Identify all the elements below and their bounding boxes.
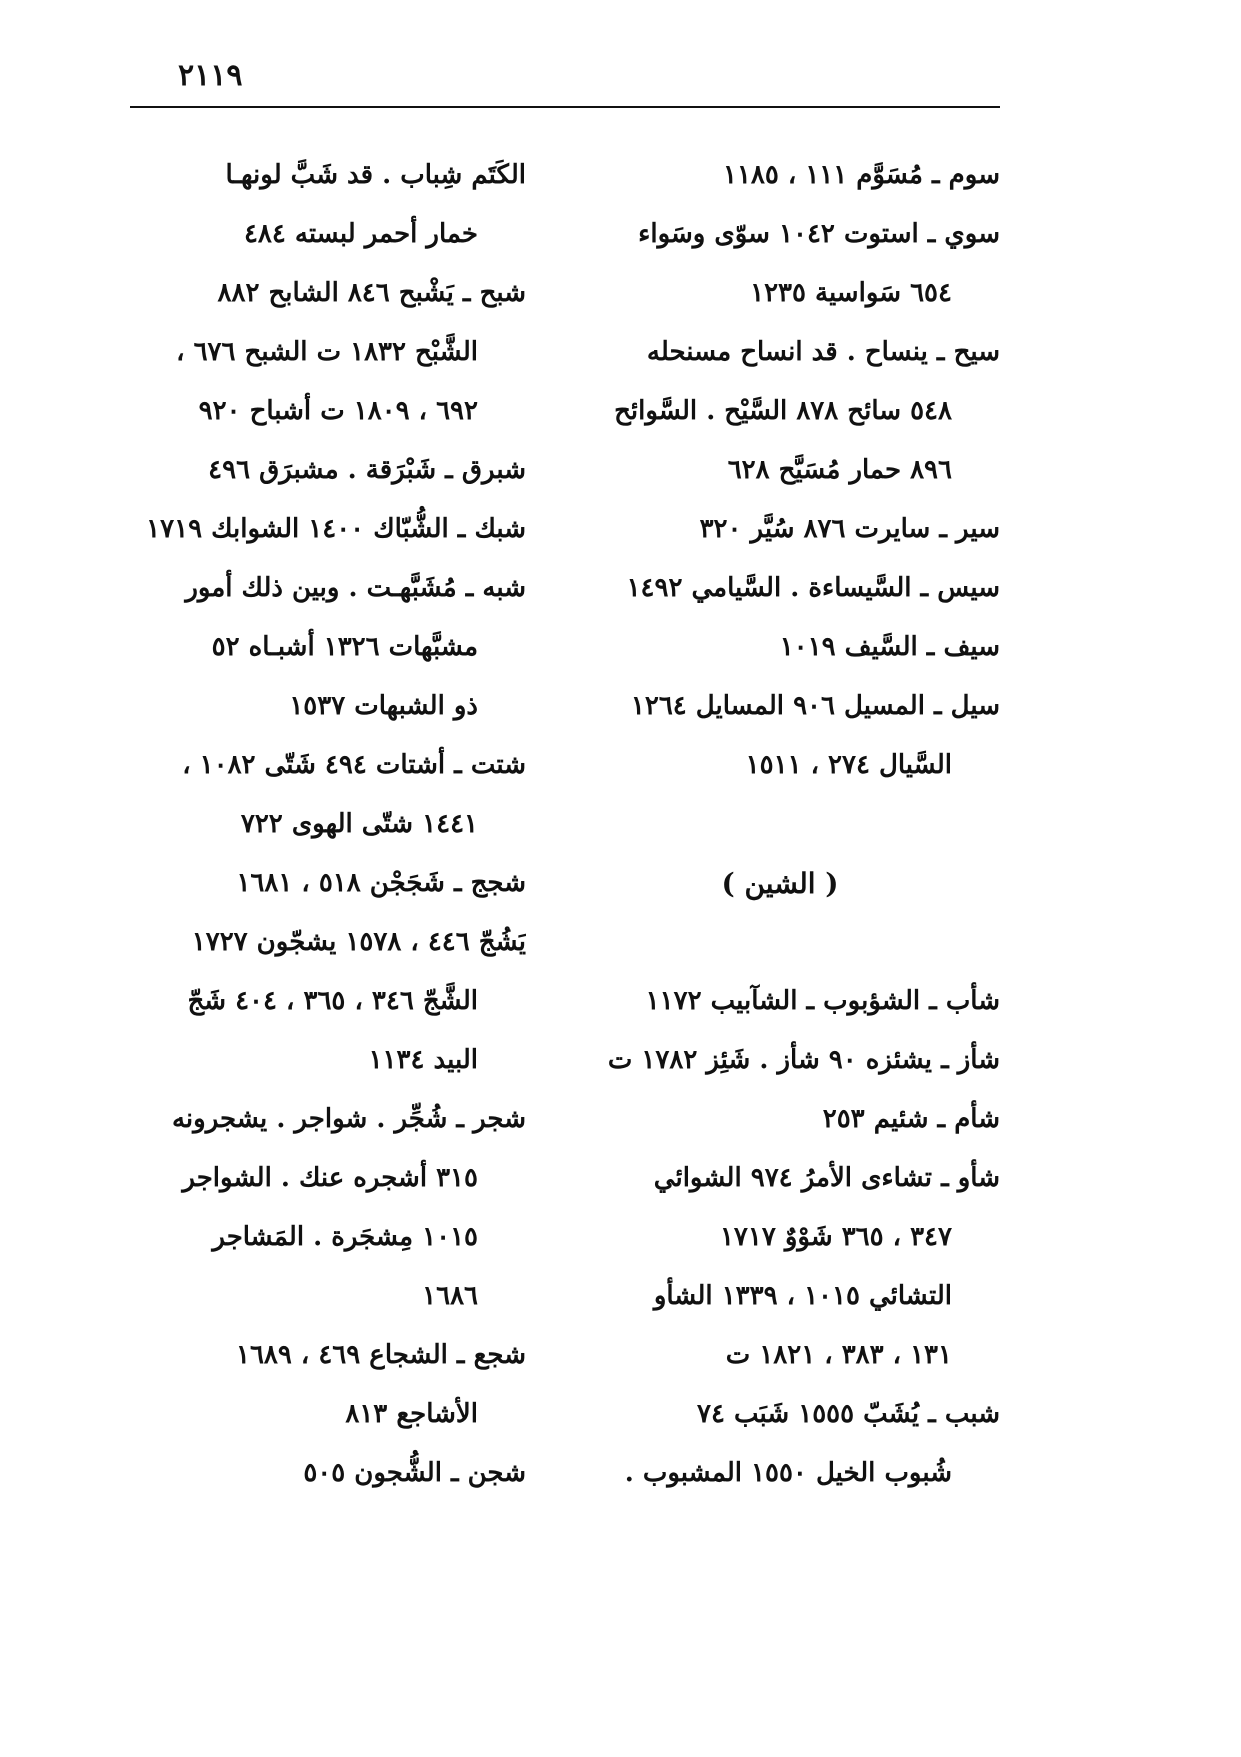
index-line: الكَتَم شِباب . قد شَبَّ لونهـا [225, 160, 526, 190]
page-number: ٢١١٩ [178, 58, 243, 93]
index-line: يَشُجّ ٤٤٦ ، ١٥٧٨ يشجّون ١٧٢٧ [191, 927, 526, 957]
index-line: ١٤٤١ شتّى الهوى ٧٢٢ [240, 809, 478, 839]
index-line: سوم ـ مُسَوَّم ١١١ ، ١١٨٥ [722, 160, 1000, 190]
left-column-entries [86, 146, 526, 1503]
index-line: ١٣١ ، ٣٨٣ ، ١٨٢١ ت [725, 1340, 952, 1370]
index-line: ١٠١٥ مِشجَرة . المَشاجر [212, 1222, 478, 1252]
index-line: شتت ـ أشتات ٤٩٤ شَتّى ١٠٨٢ ، [182, 750, 526, 780]
index-line: شجر ـ شُجِّر . شواجر . يشجرونه [171, 1104, 526, 1134]
index-line: شأز ـ يشئزه ٩٠ شأز . شَئِز ١٧٨٢ ت [607, 1045, 1000, 1075]
index-line: سوي ـ استوت ١٠٤٢ سوّى وسَواء [638, 219, 1000, 249]
index-line: شبه ـ مُشَبَّهـت . وبين ذلك أمور [185, 573, 526, 603]
index-line: ٦٩٢ ، ١٨٠٩ ت أشباح ٩٢٠ [198, 396, 478, 426]
index-line: ٣١٥ أشجره عنك . الشواجر [182, 1163, 478, 1193]
index-line: شُبوب الخيل ١٥٥٠ المشبوب . [624, 1458, 952, 1488]
index-line: شبرق ـ شَبْرَقة . مشبرَق ٤٩٦ [208, 455, 526, 485]
index-line: شجن ـ الشُّجون ٥٠٥ [303, 1458, 526, 1488]
index-line: خمار أحمر لبسته ٤٨٤ [243, 219, 478, 249]
index-line: شأب ـ الشؤبوب ـ الشآبيب ١١٧٢ [645, 986, 1000, 1016]
right-column-entries-shin [560, 972, 1000, 1503]
index-line: مشبَّهات ١٣٢٦ أشبـاه ٥٢ [211, 632, 478, 662]
index-line: ٨٩٦ حمار مُسَيَّح ٦٢٨ [727, 455, 952, 485]
index-line: ذو الشبهات ١٥٣٧ [289, 691, 478, 721]
index-line: ٣٤٧ ، ٣٦٥ شَوْوٌ ١٧١٧ [719, 1222, 952, 1252]
index-line: سيح ـ ينساح . قد انساح مسنحله [646, 337, 1000, 367]
index-line: البيد ١١٣٤ [368, 1045, 478, 1075]
index-line: شبح ـ يَشْبح ٨٤٦ الشابح ٨٨٢ [217, 278, 526, 308]
index-line: سيل ـ المسيل ٩٠٦ المسايل ١٢٦٤ [630, 691, 1000, 721]
index-line: ٦٥٤ سَواسية ١٢٣٥ [750, 278, 952, 308]
index-line: شجج ـ شَجَجْن ٥١٨ ، ١٦٨١ [236, 868, 526, 898]
index-line: سيس ـ السَّيساءة . السَّيامي ١٤٩٢ [626, 573, 1000, 603]
left-column [86, 146, 526, 1503]
spacer [560, 913, 1000, 972]
right-column [560, 146, 1000, 1503]
spacer [560, 795, 1000, 854]
index-line: سير ـ سايرت ٨٧٦ سُيَّر ٣٢٠ [699, 514, 1000, 544]
index-line: التشائي ١٠١٥ ، ١٣٣٩ الشأو [653, 1281, 952, 1311]
index-line: الشَّجّ ٣٤٦ ، ٣٦٥ ، ٤٠٤ شَجّ [187, 986, 478, 1016]
index-line: ٥٤٨ سائح ٨٧٨ السَّيْح . السَّوائح [614, 396, 952, 426]
index-line: شبك ـ الشُّبّاك ١٤٠٠ الشوابك ١٧١٩ [146, 514, 526, 544]
index-line: سيف ـ السَّيف ١٠١٩ [779, 632, 1000, 662]
index-line: السَّيال ٢٧٤ ، ١٥١١ [745, 750, 952, 780]
right-column-entries-sin [560, 146, 1000, 795]
index-line: ١٦٨٦ [422, 1281, 478, 1311]
index-line: الشَّبْح ١٨٣٢ ت الشبح ٦٧٦ ، [176, 337, 478, 367]
header-rule [130, 106, 1000, 108]
section-heading-shin: ( الشين ) [721, 867, 839, 900]
index-line: شأم ـ شئيم ٢٥٣ [822, 1104, 1000, 1134]
index-line: شأو ـ تشاءى الأمرُ ٩٧٤ الشوائي [653, 1163, 1000, 1193]
index-line: الأشاجع ٨١٣ [345, 1399, 478, 1429]
index-line: شبب ـ يُشَبّ ١٥٥٥ شَبَب ٧٤ [697, 1399, 1000, 1429]
index-line: شجع ـ الشجاع ٤٦٩ ، ١٦٨٩ [235, 1340, 526, 1370]
